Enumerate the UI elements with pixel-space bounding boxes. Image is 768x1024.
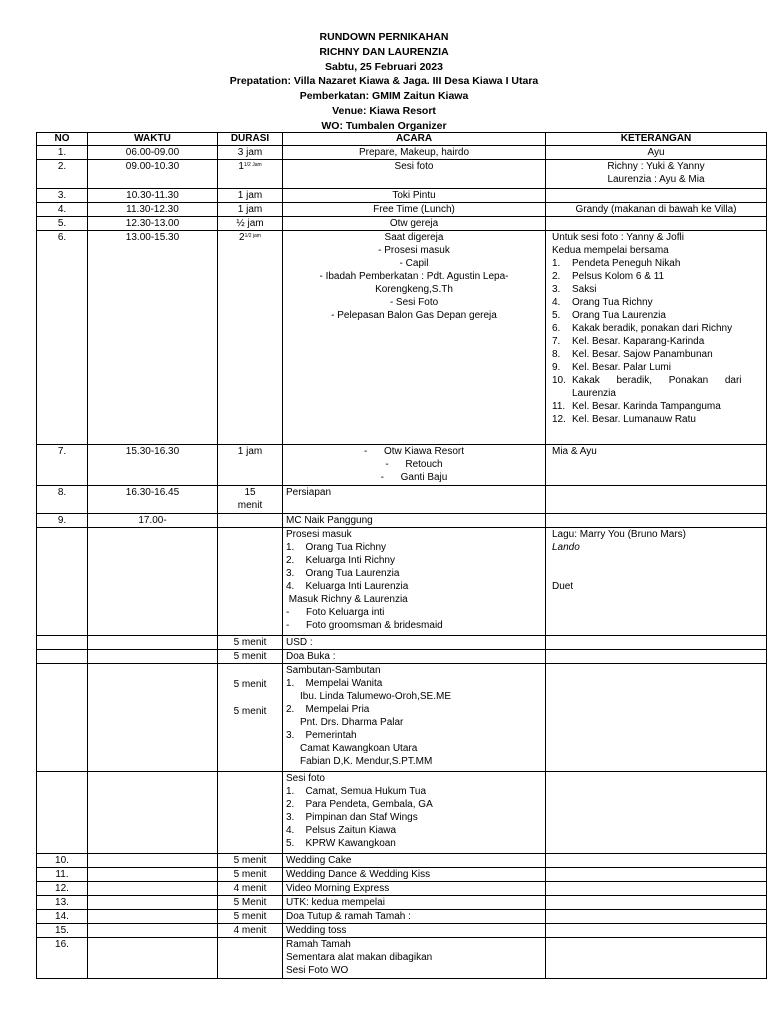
acara-line: - Pelepasan Balon Gas Depan gereja — [331, 310, 497, 321]
cell-keterangan — [546, 882, 767, 896]
cell-waktu — [88, 910, 218, 924]
acara-line: - Ganti Baju — [380, 472, 448, 483]
cell-no: 3. — [37, 189, 88, 203]
cell-acara: Wedding Cake — [283, 854, 546, 868]
cell-no: 10. — [37, 854, 88, 868]
durasi-fraction: 1/2 Jam — [243, 162, 262, 168]
cell-no: 7. — [37, 445, 88, 486]
cell-acara: USD : — [283, 636, 546, 650]
durasi-value: 2 — [239, 232, 245, 243]
acara-line: Sambutan-Sambutan — [286, 665, 381, 676]
cell-keterangan — [546, 772, 767, 854]
cell-no: 8. — [37, 486, 88, 514]
cell-keterangan — [546, 664, 767, 772]
cell-durasi: 1 jam — [218, 189, 283, 203]
table-row — [37, 772, 767, 854]
acara-line: 2. Keluarga Inti Richny — [286, 555, 395, 566]
cell-acara — [283, 445, 546, 486]
cell-durasi: 5 menit — [218, 636, 283, 650]
cell-durasi: ½ jam — [218, 217, 283, 231]
cell-acara: Otw gereja — [283, 217, 546, 231]
cell-waktu — [88, 664, 218, 772]
cell-durasi: 4 menit — [218, 924, 283, 938]
list-item: 8. Kel. Besar. Sajow Panambunan — [552, 349, 713, 360]
cell-waktu — [88, 528, 218, 636]
table-row — [37, 189, 767, 203]
cell-acara: Sesi foto — [283, 160, 546, 189]
cell-acara: UTK: kedua mempelai — [283, 896, 546, 910]
table-row — [37, 896, 767, 910]
cell-no — [37, 528, 88, 636]
list-item: 3. Saksi — [552, 284, 597, 295]
cell-keterangan — [546, 486, 767, 514]
list-item: 10. Kakak beradik, Ponakan dari — [552, 375, 742, 386]
cell-acara — [283, 231, 546, 445]
cell-keterangan — [546, 854, 767, 868]
cell-acara: Persiapan — [283, 486, 546, 514]
cell-acara: MC Naik Panggung — [283, 514, 546, 528]
durasi-fraction: 1/2 jam — [244, 233, 261, 239]
cell-acara: Wedding Dance & Wedding Kiss — [283, 868, 546, 882]
cell-no: 2. — [37, 160, 88, 189]
cell-acara — [283, 772, 546, 854]
list-item: 7. Kel. Besar. Kaparang-Karinda — [552, 336, 705, 347]
table-row — [37, 514, 767, 528]
col-header-acara: ACARA — [283, 133, 546, 146]
wedding-organizer: WO: Tumbalen Organizer — [321, 119, 447, 132]
cell-acara: Wedding toss — [283, 924, 546, 938]
acara-line: Ramah Tamah — [286, 939, 351, 950]
table-row — [37, 445, 767, 486]
cell-keterangan — [546, 868, 767, 882]
venue: Venue: Kiawa Resort — [332, 104, 436, 117]
cell-durasi: 5 menit — [218, 910, 283, 924]
acara-line: - Sesi Foto — [389, 297, 439, 308]
acara-line: - Capil — [399, 258, 429, 269]
acara-line: Korengkeng,S.Th — [375, 284, 453, 295]
table-row — [37, 486, 767, 514]
cell-durasi: 5 menit — [218, 650, 283, 664]
cell-durasi: 4 menit — [218, 882, 283, 896]
cell-waktu: 17.00- — [88, 514, 218, 528]
cell-no — [37, 664, 88, 772]
acara-line: Sesi Foto WO — [286, 965, 349, 976]
table-row — [37, 854, 767, 868]
acara-line: - Ibadah Pemberkatan : Pdt. Agustin Lepa- — [319, 271, 509, 282]
cell-waktu: 13.00-15.30 — [88, 231, 218, 445]
cell-waktu — [88, 896, 218, 910]
acara-line: 1. Mempelai Wanita — [286, 678, 383, 689]
durasi-value: 5 menit — [233, 679, 267, 690]
cell-waktu — [88, 650, 218, 664]
pemberkatan-location: Pemberkatan: GMIM Zaitun Kiawa — [299, 90, 469, 103]
document-header — [0, 30, 768, 134]
acara-line: - Otw Kiawa Resort — [363, 446, 465, 457]
cell-durasi — [218, 514, 283, 528]
cell-acara: Doa Buka : — [283, 650, 546, 664]
cell-no: 4. — [37, 203, 88, 217]
cell-acara: Toki Pintu — [283, 189, 546, 203]
acara-line: Prosesi masuk — [286, 529, 352, 540]
cell-acara: Video Morning Express — [283, 882, 546, 896]
acara-line: Sementara alat makan dibagikan — [286, 952, 433, 963]
cell-durasi — [218, 231, 283, 445]
cell-acara — [283, 528, 546, 636]
acara-line: Pnt. Drs. Dharma Palar — [300, 717, 404, 728]
cell-keterangan — [546, 514, 767, 528]
acara-line: Sesi foto — [286, 773, 325, 784]
cell-durasi: 1 jam — [218, 445, 283, 486]
table-row — [37, 217, 767, 231]
durasi-value: 15 — [244, 487, 256, 498]
cell-no: 5. — [37, 217, 88, 231]
col-header-durasi: DURASI — [218, 133, 283, 146]
cell-durasi — [218, 772, 283, 854]
cell-keterangan — [546, 189, 767, 203]
cell-waktu — [88, 772, 218, 854]
acara-line: 3. Pemerintah — [286, 730, 357, 741]
cell-durasi — [218, 486, 283, 514]
table-row — [37, 868, 767, 882]
col-header-waktu: WAKTU — [88, 133, 218, 146]
table-row — [37, 910, 767, 924]
cell-no: 16. — [37, 938, 88, 979]
acara-line: 3. Pimpinan dan Staf Wings — [286, 812, 418, 823]
cell-durasi: 3 jam — [218, 146, 283, 160]
preparation-location: Prepatation: Villa Nazaret Kiawa & Jaga. III Desa Kiawa I Utara — [229, 75, 539, 88]
acara-line: Masuk Richny & Laurenzia — [286, 594, 408, 605]
durasi-unit: menit — [237, 500, 263, 511]
cell-keterangan — [546, 217, 767, 231]
cell-no: 14. — [37, 910, 88, 924]
list-item: 1. Pendeta Peneguh Nikah — [552, 258, 681, 269]
cell-keterangan: Grandy (makanan di bawah ke Villa) — [546, 203, 767, 217]
cell-no — [37, 772, 88, 854]
acara-line: - Foto Keluarga inti — [286, 607, 385, 618]
acara-line: - Retouch — [385, 459, 443, 470]
cell-keterangan — [546, 528, 767, 636]
cell-no: 13. — [37, 896, 88, 910]
cell-acara: Free Time (Lunch) — [283, 203, 546, 217]
cell-keterangan — [546, 910, 767, 924]
list-item: 9. Kel. Besar. Palar Lumi — [552, 362, 671, 373]
cell-acara — [283, 664, 546, 772]
table-row — [37, 938, 767, 979]
cell-keterangan — [546, 650, 767, 664]
cell-durasi: 5 menit — [218, 854, 283, 868]
list-item: 5. Orang Tua Laurenzia — [552, 310, 666, 321]
cell-durasi — [218, 528, 283, 636]
cell-no: 12. — [37, 882, 88, 896]
ket-line: Untuk sesi foto : Yanny & Jofli — [552, 232, 684, 243]
duet-label: Duet — [552, 581, 574, 592]
cell-no: 9. — [37, 514, 88, 528]
cell-acara — [283, 938, 546, 979]
list-item: 12. Kel. Besar. Lumanauw Ratu — [552, 414, 696, 425]
acara-line: 1. Orang Tua Richny — [286, 542, 387, 553]
cell-durasi: 5 menit — [218, 868, 283, 882]
list-item: 11. Kel. Besar. Karinda Tampanguma — [552, 401, 721, 412]
cell-durasi: 5 Menit — [218, 896, 283, 910]
acara-line: - Prosesi masuk — [378, 245, 450, 256]
durasi-value: 5 menit — [233, 706, 267, 717]
cell-waktu: 16.30-16.45 — [88, 486, 218, 514]
cell-keterangan: Ayu — [546, 146, 767, 160]
cell-waktu: 12.30-13.00 — [88, 217, 218, 231]
cell-waktu: 10.30-11.30 — [88, 189, 218, 203]
cell-waktu — [88, 938, 218, 979]
col-header-no: NO — [37, 133, 88, 146]
song-label: Lagu: Marry You (Bruno Mars) — [552, 529, 686, 540]
cell-acara: Doa Tutup & ramah Tamah : — [283, 910, 546, 924]
table-row — [37, 664, 767, 772]
cell-keterangan — [546, 636, 767, 650]
cell-durasi — [218, 664, 283, 772]
rundown-table — [36, 132, 767, 979]
event-date: Sabtu, 25 Februari 2023 — [325, 60, 443, 73]
cell-waktu — [88, 924, 218, 938]
ket-line: Richny : Yuki & Yanny — [607, 161, 705, 172]
cell-durasi — [218, 938, 283, 979]
cell-acara: Prepare, Makeup, hairdo — [283, 146, 546, 160]
cell-no: 15. — [37, 924, 88, 938]
acara-line: 4. Keluarga Inti Laurenzia — [286, 581, 409, 592]
cell-no — [37, 636, 88, 650]
acara-line: 1. Camat, Semua Hukum Tua — [286, 786, 427, 797]
cell-waktu: 11.30-12.30 — [88, 203, 218, 217]
cell-keterangan — [546, 938, 767, 979]
cell-no: 1. — [37, 146, 88, 160]
singer-name: Lando — [552, 542, 580, 553]
acara-line: Fabian D,K. Mendur,S.PT.MM — [300, 756, 433, 767]
table-row — [37, 882, 767, 896]
acara-line: Saat digereja — [384, 232, 444, 243]
list-item: 2. Pelsus Kolom 6 & 11 — [552, 271, 665, 282]
col-header-keterangan: KETERANGAN — [546, 133, 767, 146]
cell-durasi: 1 jam — [218, 203, 283, 217]
cell-waktu: 06.00-09.00 — [88, 146, 218, 160]
cell-keterangan — [546, 231, 767, 445]
couple-names: RICHNY DAN LAURENZIA — [319, 45, 449, 58]
table-row — [37, 203, 767, 217]
acara-line: 3. Orang Tua Laurenzia — [286, 568, 400, 579]
table-row — [37, 528, 767, 636]
cell-waktu — [88, 636, 218, 650]
table-row — [37, 924, 767, 938]
cell-no — [37, 650, 88, 664]
cell-durasi — [218, 160, 283, 189]
ket-line: Kedua mempelai bersama — [552, 245, 669, 256]
cell-waktu — [88, 868, 218, 882]
table-row — [37, 650, 767, 664]
table-header-row — [37, 133, 767, 146]
cell-keterangan — [546, 896, 767, 910]
ket-line: Laurenzia : Ayu & Mia — [607, 174, 705, 185]
durasi-value: 1 — [238, 161, 244, 172]
table-row — [37, 636, 767, 650]
acara-line: 2. Mempelai Pria — [286, 704, 370, 715]
cell-waktu — [88, 854, 218, 868]
cell-no: 11. — [37, 868, 88, 882]
acara-line: - Foto groomsman & bridesmaid — [286, 620, 443, 631]
list-item: Laurenzia — [572, 388, 616, 399]
cell-keterangan: Mia & Ayu — [546, 445, 767, 486]
list-item: 4. Orang Tua Richny — [552, 297, 653, 308]
cell-waktu: 15.30-16.30 — [88, 445, 218, 486]
cell-no: 6. — [37, 231, 88, 445]
cell-keterangan — [546, 924, 767, 938]
table-row — [37, 231, 767, 445]
list-item: 6. Kakak beradik, ponakan dari Richny — [552, 323, 733, 334]
acara-line: 5. KPRW Kawangkoan — [286, 838, 396, 849]
acara-line: 4. Pelsus Zaitun Kiawa — [286, 825, 397, 836]
table-row — [37, 160, 767, 189]
cell-waktu: 09.00-10.30 — [88, 160, 218, 189]
doc-title: RUNDOWN PERNIKAHAN — [319, 31, 449, 43]
acara-line: 2. Para Pendeta, Gembala, GA — [286, 799, 433, 810]
acara-line: Ibu. Linda Talumewo-Oroh,SE.ME — [300, 691, 452, 702]
cell-waktu — [88, 882, 218, 896]
table-row — [37, 146, 767, 160]
acara-line: Camat Kawangkoan Utara — [300, 743, 418, 754]
cell-keterangan — [546, 160, 767, 189]
